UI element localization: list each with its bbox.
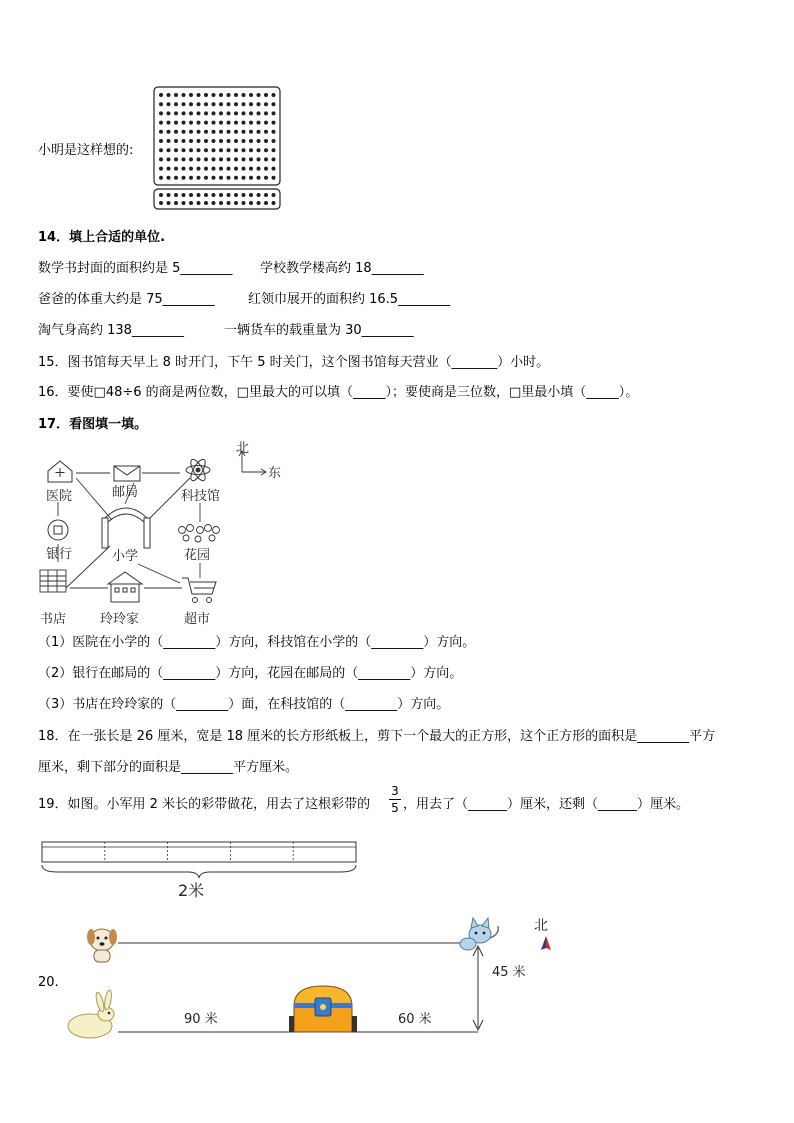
grid-dot — [234, 201, 238, 205]
grid-dot — [219, 201, 223, 205]
grid-dot — [242, 111, 246, 115]
grid-dot — [242, 167, 246, 171]
grid-dot — [212, 167, 216, 171]
grid-dot — [167, 121, 171, 125]
grid-dot — [234, 157, 238, 161]
grid-dot — [159, 121, 163, 125]
north-label: 北 — [534, 918, 548, 934]
grid-dot — [189, 93, 193, 97]
q18-line-2: 厘米，剩下部分的面积是________平方厘米。 — [38, 760, 299, 775]
grid-dot — [249, 102, 253, 106]
treasure-chest-icon — [289, 986, 357, 1032]
right-distance-label: 60 米 — [398, 1012, 432, 1027]
q17-question-1: （1）医院在小学的（________）方向，科技馆在小学的（________）方向。 — [38, 635, 476, 650]
q16-text: 16．要使□48÷6 的商是两位数，□里最大的可以填（_____）；要使商是三位数，□里最小填（_____）。 — [38, 385, 639, 400]
school-arch-icon — [102, 508, 150, 548]
grid-dot — [197, 121, 201, 125]
grid-dot — [227, 139, 231, 143]
house-icon — [108, 572, 142, 602]
grid-dot — [182, 167, 186, 171]
q14-item-3: 爸爸的体重大约是 75________ — [38, 292, 215, 307]
grid-dot — [264, 139, 268, 143]
grid-dot — [167, 157, 171, 161]
grid-dot — [174, 157, 178, 161]
grid-dot — [212, 157, 216, 161]
grid-dot — [174, 201, 178, 205]
grid-dot — [257, 139, 261, 143]
grid-dot — [167, 193, 171, 197]
q19-text-after: ，用去了（______）厘米，还剩（______）厘米。 — [403, 797, 690, 812]
q19-text-before: 19．如图。小军用 2 米长的彩带做花，用去了这根彩带的 — [38, 797, 371, 812]
grid-dot — [197, 167, 201, 171]
label-garden: 花园 — [184, 548, 211, 563]
grid-dot — [189, 139, 193, 143]
grid-dot — [159, 176, 163, 180]
grid-dot — [159, 167, 163, 171]
grid-dot — [204, 111, 208, 115]
q17-question-3: （3）书店在玲玲家的（________）面，在科技馆的（________）方向。 — [38, 697, 450, 712]
grid-dot — [212, 93, 216, 97]
fraction-numerator: 3 — [391, 784, 399, 798]
grid-dot — [264, 176, 268, 180]
grid-dot — [167, 148, 171, 152]
grid-dot — [167, 167, 171, 171]
left-distance-label: 90 米 — [184, 1012, 218, 1027]
grid-dot — [219, 176, 223, 180]
grid-dot — [189, 167, 193, 171]
grid-dot — [167, 102, 171, 106]
grid-dot — [234, 130, 238, 134]
grid-dot — [234, 121, 238, 125]
compass-north-label: 北 — [236, 441, 250, 456]
grid-dot — [197, 130, 201, 134]
grid-dot — [182, 201, 186, 205]
grid-dot — [249, 157, 253, 161]
grid-dot — [264, 121, 268, 125]
dot-grid-figure — [153, 86, 281, 210]
grid-dot — [249, 111, 253, 115]
grid-dot — [249, 139, 253, 143]
grid-dot — [182, 111, 186, 115]
grid-dot — [219, 93, 223, 97]
grid-dot — [234, 93, 238, 97]
grid-dot — [242, 102, 246, 106]
grid-dot — [189, 111, 193, 115]
q13-label: 小明是这样想的: — [38, 143, 134, 158]
grid-dot — [167, 130, 171, 134]
grid-dot — [174, 193, 178, 197]
grid-dot — [167, 201, 171, 205]
grid-dot — [204, 93, 208, 97]
grid-dot — [272, 102, 276, 106]
grid-dot — [212, 201, 216, 205]
grid-dot — [159, 148, 163, 152]
grid-dot — [159, 102, 163, 106]
grid-dot — [197, 176, 201, 180]
grid-dot — [242, 139, 246, 143]
grid-dot — [219, 139, 223, 143]
grid-dot — [257, 111, 261, 115]
grid-dot — [189, 201, 193, 205]
grid-dot — [272, 176, 276, 180]
grid-dot — [249, 148, 253, 152]
cat-icon — [460, 918, 498, 950]
grid-dot — [204, 167, 208, 171]
grid-dot — [227, 167, 231, 171]
grid-dot — [174, 130, 178, 134]
grid-dot — [227, 93, 231, 97]
q20-number: 20. — [38, 975, 59, 990]
grid-dot — [257, 148, 261, 152]
grid-dot — [257, 130, 261, 134]
grid-dot — [204, 130, 208, 134]
q18-line-1: 18．在一张长是 26 厘米，宽是 18 厘米的长方形纸板上，剪下一个最大的正方形，这个正方形的面积是________平方 — [38, 729, 716, 744]
grid-dot — [272, 167, 276, 171]
grid-dot — [227, 193, 231, 197]
q14-item-1: 数学书封面的面积约是 5________ — [38, 261, 233, 276]
grid-dot — [159, 93, 163, 97]
grid-dot — [257, 121, 261, 125]
fraction-denominator: 5 — [391, 801, 399, 815]
grid-dot — [219, 148, 223, 152]
grid-dot — [167, 93, 171, 97]
grid-dot — [234, 193, 238, 197]
grid-dot — [227, 148, 231, 152]
grid-dot — [249, 193, 253, 197]
grid-dot — [257, 102, 261, 106]
grid-dot — [242, 148, 246, 152]
grid-dot — [234, 167, 238, 171]
grid-dot — [197, 193, 201, 197]
grid-dot — [264, 201, 268, 205]
grid-dot — [234, 148, 238, 152]
grid-dot — [234, 102, 238, 106]
dog-icon — [87, 929, 117, 962]
grid-dot — [242, 93, 246, 97]
grid-dot — [189, 102, 193, 106]
grid-dot — [182, 148, 186, 152]
grid-dot — [189, 148, 193, 152]
ribbon-length-label: 2米 — [178, 881, 205, 900]
grid-dot — [242, 176, 246, 180]
grid-dot — [219, 157, 223, 161]
grid-dot — [182, 130, 186, 134]
grid-dot — [242, 193, 246, 197]
grid-dot — [174, 148, 178, 152]
ribbon-brace — [42, 865, 356, 878]
grid-dot — [212, 176, 216, 180]
grid-dot — [212, 193, 216, 197]
q14-item-2: 学校教学楼高约 18________ — [260, 261, 424, 276]
grid-dot — [227, 157, 231, 161]
grid-dot — [174, 167, 178, 171]
label-post-office: 邮局 — [112, 485, 139, 500]
flower-icon — [179, 525, 220, 543]
grid-dot — [219, 130, 223, 134]
grid-dot — [159, 201, 163, 205]
grid-dot — [264, 193, 268, 197]
grid-dot — [234, 176, 238, 180]
grid-dot — [204, 176, 208, 180]
grid-dot — [257, 201, 261, 205]
label-linglings-home: 玲玲家 — [100, 612, 140, 627]
grid-dot — [272, 121, 276, 125]
grid-dot — [197, 157, 201, 161]
grid-dot — [204, 121, 208, 125]
grid-dot — [159, 157, 163, 161]
grid-dot — [182, 121, 186, 125]
grid-dot — [197, 93, 201, 97]
grid-dot — [264, 93, 268, 97]
grid-dot — [182, 139, 186, 143]
north-arrow-icon — [541, 936, 551, 950]
rabbit-icon — [68, 990, 114, 1038]
grid-dot — [212, 121, 216, 125]
grid-dot — [272, 201, 276, 205]
grid-dot — [272, 93, 276, 97]
grid-dot — [212, 111, 216, 115]
grid-dot — [242, 130, 246, 134]
grid-dot — [249, 130, 253, 134]
grid-dot — [174, 121, 178, 125]
q14-item-4: 红领巾展开的面积约 16.5________ — [248, 292, 451, 307]
grid-dot — [174, 93, 178, 97]
grid-dot — [189, 130, 193, 134]
grid-dot — [227, 176, 231, 180]
label-school: 小学 — [112, 549, 139, 564]
grid-dot — [212, 130, 216, 134]
vertical-distance-label: 45 米 — [492, 965, 526, 980]
vertical-double-arrow — [473, 946, 483, 1030]
grid-dot — [204, 102, 208, 106]
compass-east-label: 东 — [268, 466, 282, 481]
ribbon — [42, 842, 356, 862]
shopping-cart-icon — [182, 578, 216, 603]
grid-dot — [249, 121, 253, 125]
grid-dot — [264, 148, 268, 152]
grid-dot — [242, 121, 246, 125]
grid-dot — [197, 111, 201, 115]
dot-grid-bottom — [159, 193, 276, 205]
grid-dot — [249, 167, 253, 171]
grid-dot — [227, 102, 231, 106]
grid-dot — [257, 176, 261, 180]
grid-dot — [227, 121, 231, 125]
grid-dot — [227, 201, 231, 205]
grid-dot — [204, 201, 208, 205]
grid-dot — [272, 130, 276, 134]
ribbon-figure — [38, 836, 364, 902]
q20-route-figure — [60, 910, 560, 1050]
grid-dot — [227, 111, 231, 115]
grid-dot — [204, 193, 208, 197]
grid-dot — [174, 102, 178, 106]
grid-dot — [182, 176, 186, 180]
grid-dot — [264, 157, 268, 161]
grid-dot — [197, 148, 201, 152]
grid-dot — [272, 139, 276, 143]
grid-dot — [197, 102, 201, 106]
bookstore-icon — [40, 570, 66, 592]
grid-dot — [249, 201, 253, 205]
grid-dot — [249, 176, 253, 180]
grid-dot — [167, 176, 171, 180]
label-hospital: 医院 — [46, 489, 73, 504]
grid-dot — [264, 102, 268, 106]
grid-dot — [219, 193, 223, 197]
grid-dot — [272, 148, 276, 152]
dot-grid-bottom-frame — [154, 189, 280, 209]
grid-dot — [227, 130, 231, 134]
grid-dot — [264, 167, 268, 171]
q14-title: 14．填上合适的单位. — [38, 230, 166, 245]
grid-dot — [182, 193, 186, 197]
q14-item-5: 淘气身高约 138________ — [38, 323, 184, 338]
grid-dot — [212, 139, 216, 143]
grid-dot — [234, 139, 238, 143]
grid-dot — [159, 139, 163, 143]
grid-dot — [242, 157, 246, 161]
grid-dot — [182, 157, 186, 161]
hospital-icon — [48, 461, 72, 482]
grid-dot — [219, 102, 223, 106]
grid-dot — [219, 167, 223, 171]
label-supermarket: 超市 — [184, 612, 211, 627]
grid-dot — [204, 148, 208, 152]
fraction-bar — [389, 799, 401, 800]
grid-dot — [257, 157, 261, 161]
q17-title: 17．看图填一填。 — [38, 417, 148, 432]
grid-dot — [272, 111, 276, 115]
envelope-icon — [114, 466, 140, 481]
label-bookstore: 书店 — [40, 612, 67, 627]
grid-dot — [189, 176, 193, 180]
grid-dot — [204, 157, 208, 161]
grid-dot — [182, 93, 186, 97]
grid-dot — [189, 193, 193, 197]
grid-dot — [242, 201, 246, 205]
grid-dot — [264, 111, 268, 115]
grid-dot — [204, 139, 208, 143]
grid-dot — [189, 121, 193, 125]
grid-dot — [272, 193, 276, 197]
q19-fraction — [389, 784, 401, 815]
grid-dot — [219, 121, 223, 125]
grid-dot — [212, 102, 216, 106]
grid-dot — [257, 193, 261, 197]
grid-dot — [219, 111, 223, 115]
coin-icon — [48, 520, 68, 540]
grid-dot — [167, 139, 171, 143]
label-bank: 银行 — [46, 547, 73, 562]
grid-dot — [174, 139, 178, 143]
grid-dot — [159, 193, 163, 197]
grid-dot — [167, 111, 171, 115]
q15-text: 15．图书馆每天早上 8 时开门，下午 5 时关门，这个图书馆每天营业（_______）小时。 — [38, 355, 550, 370]
grid-dot — [159, 130, 163, 134]
dot-grid-top — [159, 93, 276, 180]
grid-dot — [159, 111, 163, 115]
dot-grid-top-frame — [154, 87, 280, 185]
q17-question-2: （2）银行在邮局的（________）方向，花园在邮局的（________）方向。 — [38, 666, 463, 681]
grid-dot — [264, 130, 268, 134]
grid-dot — [182, 102, 186, 106]
q14-item-6: 一辆货车的载重量为 30________ — [224, 323, 414, 338]
direction-map — [30, 438, 290, 634]
grid-dot — [189, 157, 193, 161]
grid-dot — [234, 111, 238, 115]
grid-dot — [212, 148, 216, 152]
grid-dot — [257, 93, 261, 97]
grid-dot — [197, 139, 201, 143]
grid-dot — [197, 201, 201, 205]
grid-dot — [249, 93, 253, 97]
grid-dot — [257, 167, 261, 171]
grid-dot — [174, 111, 178, 115]
grid-dot — [174, 176, 178, 180]
label-science-museum: 科技馆 — [181, 489, 221, 504]
grid-dot — [272, 157, 276, 161]
